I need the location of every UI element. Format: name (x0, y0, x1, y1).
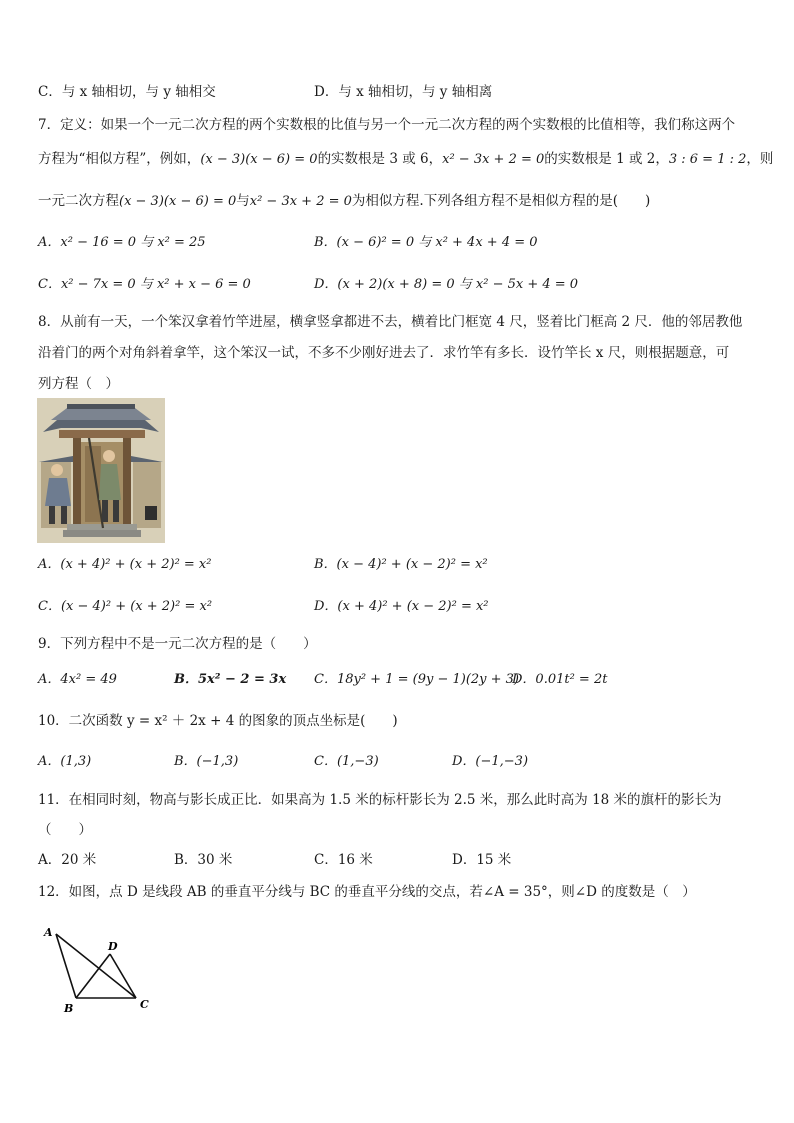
q11-option-d: D．15 米 (452, 852, 512, 868)
q11-stem-line2: （ ） (38, 822, 92, 838)
q9-stem: 9．下列方程中不是一元二次方程的是（ ） (38, 636, 317, 652)
q8-option-b: B．(x − 4)² + (x − 2)² = x² (314, 557, 488, 572)
q8-option-a: A．(x + 4)² + (x + 2)² = x² (38, 557, 212, 572)
q8-option-c: C．(x − 4)² + (x + 2)² = x² (38, 599, 213, 614)
q11-option-b: B．30 米 (174, 852, 233, 868)
q8-stem-line3: 列方程（ ） (38, 376, 119, 392)
q7-example-equation: (x − 3)(x − 6) = 0 (200, 152, 318, 167)
segment-bd (76, 954, 110, 998)
q6-option-c: C．与 x 轴相切，与 y 轴相交 (38, 84, 216, 100)
q7-ratio: 3 : 6 = 1 : 2 (668, 152, 747, 167)
q11-option-c: C．16 米 (314, 852, 373, 868)
segment-ab (56, 934, 76, 998)
q10-stem: 10．二次函数 y = x² ＋ 2x + 4 的图象的顶点坐标是( ) (38, 713, 398, 729)
q9-option-d: D．0.01t² = 2t (512, 672, 608, 687)
q7-option-b: B．(x − 6)² = 0 与 x² + 4x + 4 = 0 (314, 235, 538, 250)
q9-option-a: A．4x² = 49 (38, 672, 117, 687)
q10-option-d: D．(−1,−3) (452, 754, 529, 769)
q10-option-c: C．(1,−3) (314, 754, 379, 769)
q7-stem-line1: 7．定义：如果一个一元二次方程的两个实数根的比值与另一个一元二次方程的两个实数根的比值相等，我们称这两个 (38, 117, 736, 133)
q7-option-d: D．(x + 2)(x + 8) = 0 与 x² − 5x + 4 = 0 (314, 277, 579, 292)
q9-option-c: C．18y² + 1 = (9y − 1)(2y + 3) (314, 672, 520, 687)
q8-stem-line1: 8．从前有一天，一个笨汉拿着竹竿进屋，横拿竖拿都进不去，横着比门框宽 4 尺，竖着比门框高 2 尺．他的邻居教他 (38, 314, 743, 330)
q8-stem-line2: 沿着门的两个对角斜着拿竿，这个笨汉一试，不多不少刚好进去了．求竹竿有多长．设竹竿长 x 尺，则根据题意，可 (38, 345, 730, 361)
q10-option-a: A．(1,3) (38, 754, 92, 769)
q12-stem: 12．如图，点 D 是线段 AB 的垂直平分线与 BC 的垂直平分线的交点，若∠A = 35°，则∠D 的度数是（ ） (38, 884, 696, 900)
q11-option-a: A．20 米 (38, 852, 97, 868)
point-label-b: B (64, 1002, 74, 1014)
q7-option-c: C．x² − 7x = 0 与 x² + x − 6 = 0 (38, 277, 251, 292)
q12-geometry-figure (38, 922, 158, 1014)
point-label-c: C (140, 998, 149, 1011)
q7-stem-line3: 一元二次方程(x − 3)(x − 6) = 0与x² − 3x + 2 = 0为相似方程.下列各组方程不是相似方程的是( ) (38, 193, 651, 209)
q7-option-a: A．x² − 16 = 0 与 x² = 25 (38, 235, 206, 250)
q8-option-d: D．(x + 4)² + (x − 2)² = x² (314, 599, 489, 614)
q7-example-equation-2: x² − 3x + 2 = 0 (442, 152, 545, 167)
point-label-a: A (44, 926, 53, 939)
q11-stem-line1: 11．在相同时刻，物高与影长成正比．如果高为 1.5 米的标杆影长为 2.5 米，那么此时高为 18 米的旗杆的影长为 (38, 792, 722, 808)
point-label-d: D (108, 940, 118, 953)
q10-option-b: B．(−1,3) (174, 754, 239, 769)
segment-dc (110, 954, 136, 998)
q6-option-d: D．与 x 轴相切，与 y 轴相离 (314, 84, 493, 100)
q9-option-b: B．5x² − 2 = 3x (174, 672, 287, 687)
q7-stem-line2: 方程为“相似方程”，例如，(x − 3)(x − 6) = 0的实数根是 3 或 6，x² − 3x + 2 = 0的实数根是 1 或 2，3 : 6 = 1 : 2，则 (38, 151, 774, 167)
segment-ac (56, 934, 136, 998)
q8-gate-illustration (37, 398, 165, 543)
